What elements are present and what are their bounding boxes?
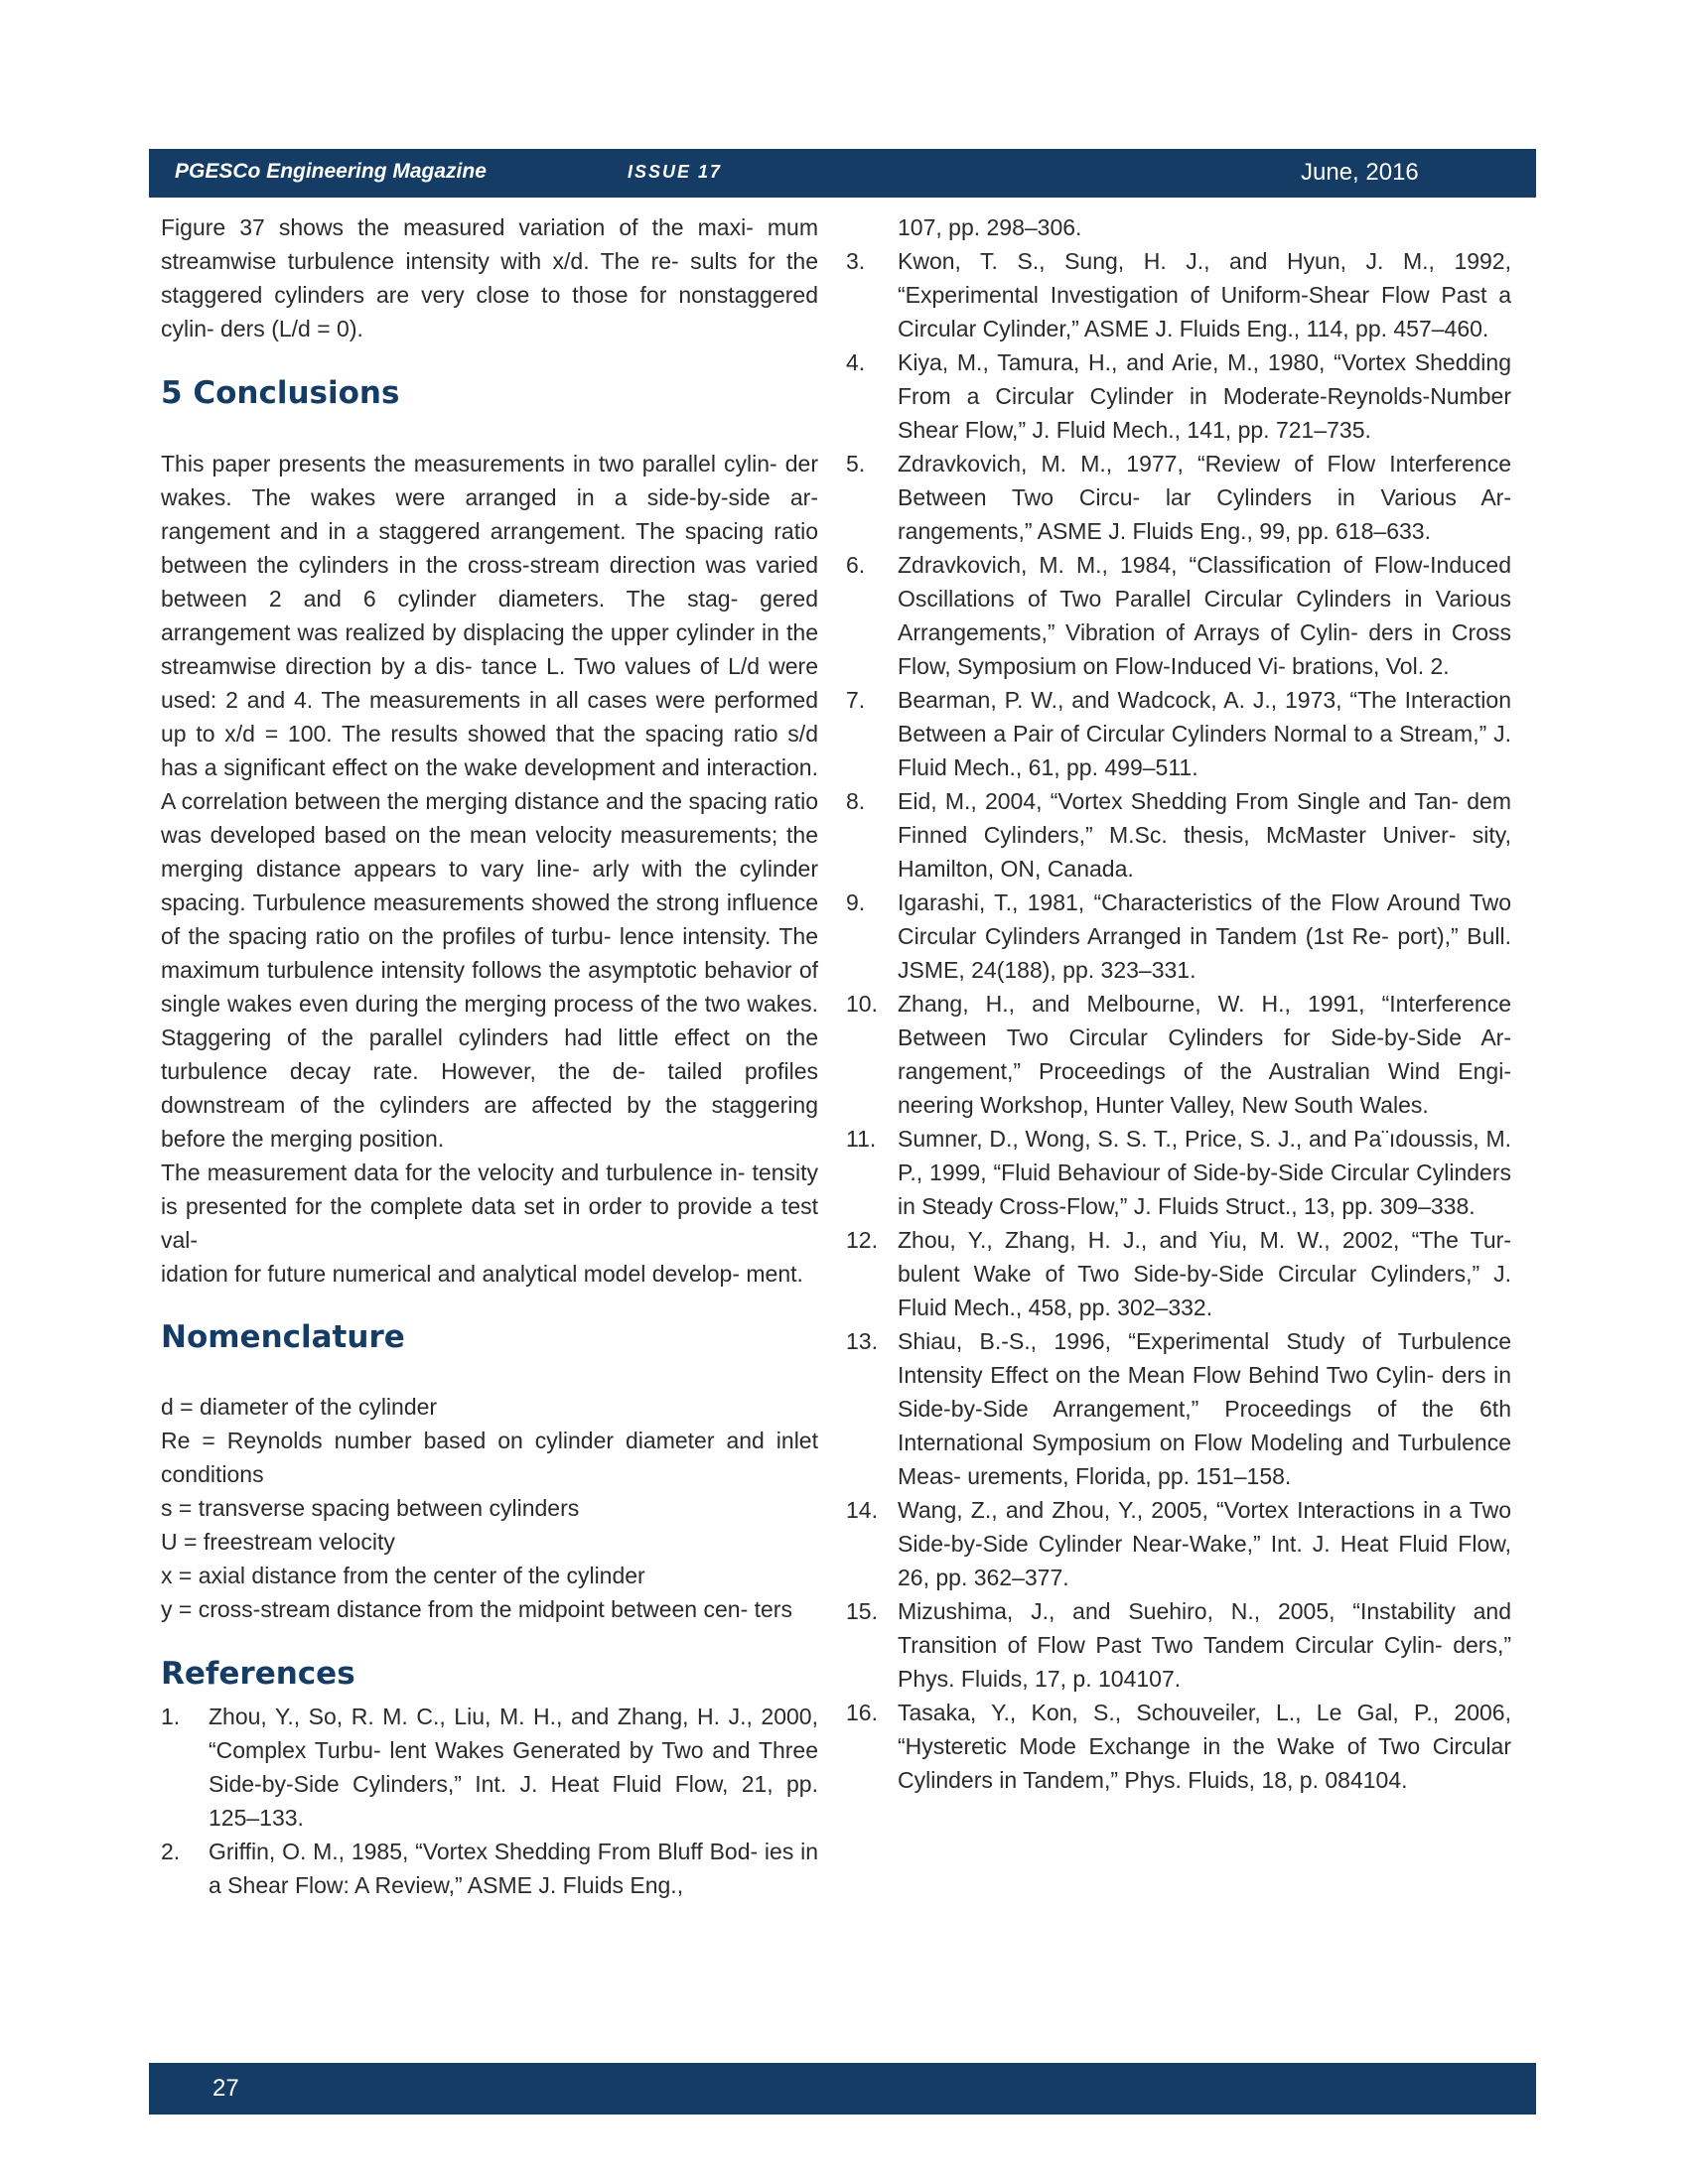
reference-number: 15.: [846, 1598, 878, 1624]
nomenclature-item: y = cross-stream distance from the midpoint between cen- ters: [161, 1596, 792, 1622]
conclusions-paragraph: idation for future numerical and analytical model develop- ment.: [161, 1261, 803, 1287]
reference-text: Eid, M., 2004, “Vortex Shedding From Single and Tan- dem Finned Cylinders,” M.Sc. thesis, McMaster Univer- sity, Hamilton, ON, Canada.: [898, 788, 1511, 882]
reference-number: 13.: [846, 1328, 878, 1354]
reference-number: 8.: [846, 788, 866, 814]
reference-item: [161, 1835, 818, 1902]
reference-item: [846, 987, 1511, 1122]
nomenclature-item: d = diameter of the cylinder: [161, 1394, 438, 1420]
reference-text: Shiau, B.-S., 1996, “Experimental Study of Turbulence Intensity Effect on the Mean Flow Behind Two Cylin- ders in Side-by-Side Arrangement,” Proceedings of the 6th International Symposium on Flow Modeling and Turbulence Meas- urements, Florida, pp. 151–158.: [898, 1328, 1511, 1489]
reference-text: Bearman, P. W., and Wadcock, A. J., 1973, “The Interaction Between a Pair of Circular Cylinders Normal to a Stream,” J. Fluid Mech., 61, pp. 499–511.: [898, 687, 1511, 780]
reference-item: [846, 683, 1511, 784]
reference-text: Kiya, M., Tamura, H., and Arie, M., 1980, “Vortex Shedding From a Circular Cylinder in Moderate-Reynolds-Number Shear Flow,” J. Fluid Mech., 141, pp. 721–735.: [898, 349, 1511, 443]
nomenclature-item: U = freestream velocity: [161, 1529, 395, 1555]
nomenclature-item: s = transverse spacing between cylinders: [161, 1495, 580, 1521]
reference-continuation: 107, pp. 298–306.: [898, 214, 1082, 240]
reference-text: Igarashi, T., 1981, “Characteristics of the Flow Around Two Circular Cylinders Arranged in Tandem (1st Re- port),” Bull. JSME, 24(188), pp. 323–331.: [898, 889, 1511, 983]
reference-item: [846, 1122, 1511, 1223]
page-number: 27: [212, 2075, 239, 2102]
reference-text: Wang, Z., and Zhou, Y., 2005, “Vortex Interactions in a Two Side-by-Side Cylinder Near-Wake,” Int. J. Heat Fluid Flow, 26, pp. 362–377.: [898, 1497, 1511, 1590]
reference-item: [846, 244, 1511, 345]
conclusions-paragraph: The measurement data for the velocity and turbulence in- tensity is presented for the complete data set in order to provide a test val-: [161, 1160, 818, 1253]
footer-bar: [149, 2063, 1536, 2115]
reference-number: 6.: [846, 552, 866, 578]
reference-text: Zdravkovich, M. M., 1977, “Review of Flow Interference Between Two Circu- lar Cylinders in Various Ar- rangements,” ASME J. Fluids Eng., 99, pp. 618–633.: [898, 451, 1511, 544]
reference-item: [161, 1700, 818, 1835]
reference-item: [846, 784, 1511, 886]
issue-date: June, 2016: [1301, 159, 1419, 186]
reference-item: [846, 1594, 1511, 1696]
reference-text: Sumner, D., Wong, S. S. T., Price, S. J., and Pa¨ıdoussis, M. P., 1999, “Fluid Behaviour of Side-by-Side Circular Cylinders in Steady Cross-Flow,” J. Fluids Struct., 13, pp. 309–338.: [898, 1126, 1511, 1219]
reference-item: [846, 548, 1511, 683]
reference-text: Mizushima, J., and Suehiro, N., 2005, “Instability and Transition of Flow Past Two Tandem Circular Cylin- ders,” Phys. Fluids, 17, p. 104107.: [898, 1598, 1511, 1692]
conclusions-heading: 5 Conclusions: [161, 375, 400, 411]
reference-item: [846, 447, 1511, 548]
reference-text: Kwon, T. S., Sung, H. J., and Hyun, J. M., 1992, “Experimental Investigation of Uniform-Shear Flow Past a Circular Cylinder,” ASME J. Fluids Eng., 114, pp. 457–460.: [898, 248, 1511, 341]
nomenclature-list: [161, 1390, 818, 1626]
reference-item: [846, 1696, 1511, 1797]
right-column: [846, 210, 1511, 1797]
references-heading: References: [161, 1656, 355, 1692]
intro-paragraph: Figure 37 shows the measured variation of the maxi- mum streamwise turbulence intensity with x/d. The re- sults for the staggered cylinders are very close to those for nonstaggered cylin- ders (L/d = 0).: [161, 214, 818, 341]
reference-number: 9.: [846, 889, 866, 915]
nomenclature-item: Re = Reynolds number based on cylinder diameter and inlet conditions: [161, 1428, 818, 1487]
reference-text: Griffin, O. M., 1985, “Vortex Shedding From Bluff Bod- ies in a Shear Flow: A Review,” ASME J. Fluids Eng.,: [209, 1839, 818, 1898]
reference-number: 7.: [846, 687, 866, 713]
reference-item: [846, 886, 1511, 987]
reference-text: Zhang, H., and Melbourne, W. H., 1991, “Interference Between Two Circular Cylinders for Side-by-Side Ar- rangement,” Proceedings of the Australian Wind Engi- neering Workshop, Hunter Valley, New South Wales.: [898, 991, 1511, 1118]
reference-number: 14.: [846, 1497, 878, 1523]
nomenclature-heading: Nomenclature: [161, 1319, 405, 1355]
reference-number: 2.: [161, 1839, 181, 1864]
header-bar: [149, 149, 1536, 198]
reference-number: 10.: [846, 991, 878, 1017]
reference-item: [846, 1493, 1511, 1594]
reference-item: [846, 345, 1511, 447]
reference-text: Tasaka, Y., Kon, S., Schouveiler, L., Le Gal, P., 2006, “Hysteretic Mode Exchange in the Wake of Two Circular Cylinders in Tandem,” Phys. Fluids, 18, p. 084104.: [898, 1700, 1511, 1793]
reference-item: [846, 1324, 1511, 1493]
reference-number: 5.: [846, 451, 866, 477]
issue-label: ISSUE 17: [628, 162, 723, 182]
reference-number: 12.: [846, 1227, 878, 1253]
reference-number: 3.: [846, 248, 866, 274]
reference-number: 1.: [161, 1704, 181, 1729]
reference-number: 16.: [846, 1700, 878, 1725]
reference-number: 11.: [846, 1126, 877, 1152]
conclusions-paragraph: This paper presents the measurements in two parallel cylin- der wakes. The wakes were arranged in a side-by-side ar- rangement and in a staggered arrangement. The spacing ratio between the cylinders in the cross-stream direction was varied between 2 and 6 cylinder diameters. The stag- gered arrangement was realized by displacing the upper cylinder in the streamwise direction by a dis- tance L. Two values of L/d were used: 2 and 4. The measurements in all cases were performed up to x/d = 100. The results showed that the spacing ratio s/d has a significant effect on the wake development and interaction. A correlation between the merging distance and the spacing ratio was developed based on the mean velocity measurements; the merging distance appears to vary line- arly with the cylinder spacing. Turbulence measurements showed the strong influence of the spacing ratio on the profiles of turbu- lence intensity. The maximum turbulence intensity follows the asymptotic behavior of single wakes even during the merging process of the two wakes. Staggering of the parallel cylinders had little effect on the turbulence decay rate. However, the de- tailed profiles downstream of the cylinders are affected by the staggering before the merging position.: [161, 451, 818, 1152]
reference-text: Zdravkovich, M. M., 1984, “Classification of Flow-Induced Oscillations of Two Parallel Circular Cylinders in Various Arrangements,” Vibration of Arrays of Cylin- ders in Cross Flow, Symposium on Flow-Induced Vi- brations, Vol. 2.: [898, 552, 1511, 679]
left-column: [161, 210, 818, 1902]
reference-item: [846, 1223, 1511, 1324]
nomenclature-item: x = axial distance from the center of the cylinder: [161, 1563, 645, 1588]
reference-number: 4.: [846, 349, 866, 375]
reference-text: Zhou, Y., Zhang, H. J., and Yiu, M. W., 2002, “The Tur- bulent Wake of Two Side-by-Side Circular Cylinders,” J. Fluid Mech., 458, pp. 302–332.: [898, 1227, 1511, 1320]
magazine-title: PGESCo Engineering Magazine: [175, 160, 487, 183]
reference-text: Zhou, Y., So, R. M. C., Liu, M. H., and Zhang, H. J., 2000, “Complex Turbu- lent Wakes Generated by Two and Three Side-by-Side Cylinders,” Int. J. Heat Fluid Flow, 21, pp. 125–133.: [209, 1704, 818, 1831]
